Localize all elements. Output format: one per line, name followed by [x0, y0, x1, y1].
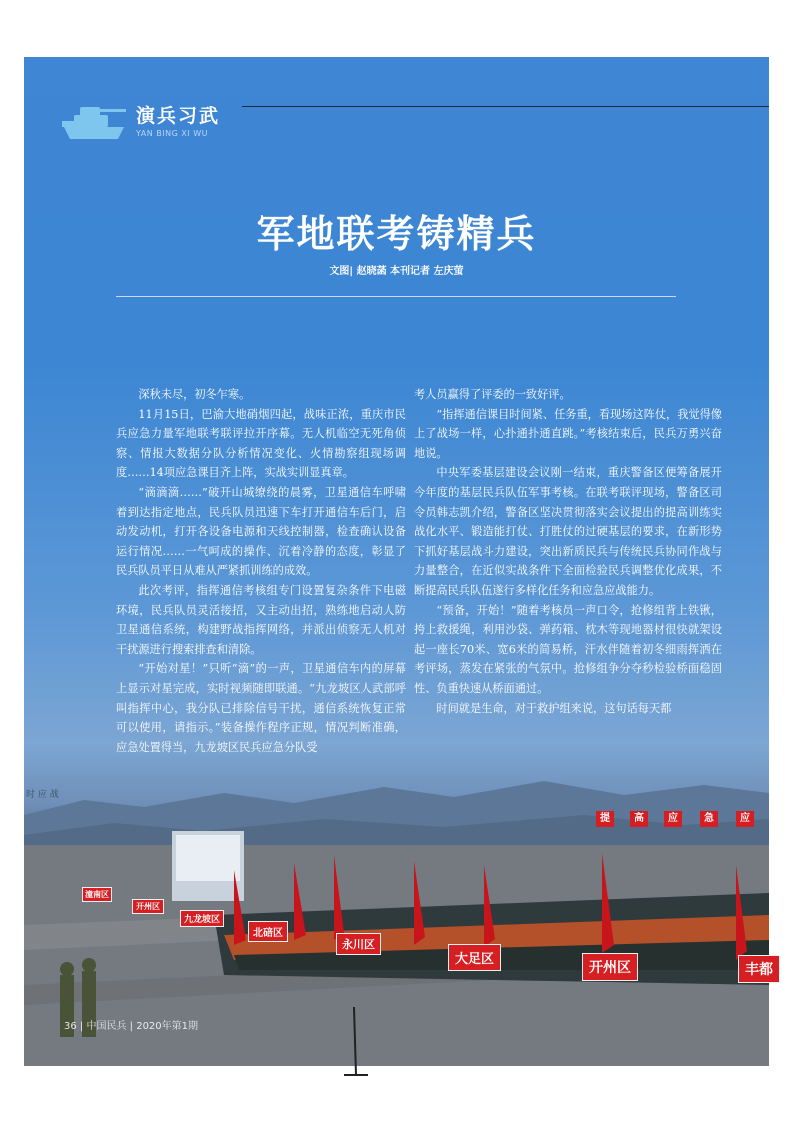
title-divider [116, 296, 676, 297]
magazine-name: 中国民兵 [86, 1021, 127, 1032]
district-sign: 开州区 [132, 899, 164, 914]
page-footer: 36 | 中国民兵 | 2020年第1期 [64, 1021, 199, 1032]
district-sign: 北碚区 [248, 921, 288, 942]
banner-character: 急 [700, 811, 718, 827]
body-column-left [116, 385, 406, 757]
tank-icon [58, 97, 130, 141]
article-byline: 文图| 赵晓菡 本刊记者 左庆萤 [329, 266, 464, 277]
article-title: 军地联考铸精兵 [256, 212, 537, 256]
paragraph: “预备，开始！”随着考核员一声口令，抢修组背上铁锹，挎上救援绳，利用沙袋、弹药箱、枕木等现地器材很快就架设起一座长70米、宽6米的简易桥，汗水伴随着初冬细雨挥洒在考评场，蒸发在紧张的气氛中。抢修组争分夺秒检验桥面稳固性、负重快速从桥面通过。 [414, 603, 722, 695]
banner-character: 提 [596, 811, 614, 827]
section-subtitle: YAN BING XI WU [136, 129, 208, 138]
district-sign: 开州区 [582, 953, 638, 981]
paragraph: “滴滴滴……”破开山城缭绕的晨雾，卫星通信车呼啸着到达指定地点，民兵队员迅速下车打开通信车后门，启动发动机，打开各设备电源和天线控制器，检查确认设备运行情况……一气呵成的操作、沉着冷静的态度，彰显了民兵队员平日从难从严紧抓训练的成效。 [116, 485, 406, 578]
banner-character: 应 [664, 811, 682, 827]
banner-character: 高 [630, 811, 648, 827]
district-sign: 九龙坡区 [180, 910, 224, 927]
section-title: 演兵习武 [136, 105, 221, 127]
banner-character: 应 [736, 811, 754, 827]
page-number: 36 [64, 1021, 77, 1032]
distant-sign: 时 应 战 [26, 790, 59, 800]
paragraph: 中央军委基层建设会议刚一结束，重庆警备区便筹备展开今年度的基层民兵队伍军事考核。在联考联评现场，警备区司令员韩志凯介绍，警备区坚决贯彻落实会议提出的提高训练实战化水平、锻造能打仗、打胜仗的过硬基层的要求，在新形势下抓好基层战斗力建设，突出新质民兵与传统民兵协同作战与力量整合，在近似实战条件下全面检验民兵调整优化成果，不断提高民兵队伍遂行多样化任务和应急应战能力。 [414, 466, 722, 597]
paragraph: “开始对星！”只听“滴”的一声，卫星通信车内的屏幕上显示对星完成，实时视频随即联通。“九龙坡区人武部呼叫指挥中心，我分队已排除信号干扰，通信系统恢复正常可以使用，请指示。”装备操作程序正规，情况判断准确，应急处置得当，九龙坡区民兵应急分队受 [116, 662, 406, 754]
paragraph: 11月15日，巴渝大地硝烟四起，战味正浓，重庆市民兵应急力量军地联考联评拉开序幕。无人机临空无死角侦察、情报大数据分队分析情况变化、火情勘察组现场调度……14项应急课目齐上阵，实战实训显真章。 [116, 407, 406, 480]
issue-label: 2020年第1期 [136, 1021, 199, 1032]
paragraph: 时间就是生命，对于救护组来说，这句话每天都 [436, 701, 672, 715]
body-column-right [414, 385, 722, 718]
paragraph: 深秋未尽，初冬乍寒。 [138, 388, 251, 401]
paragraph: 考人员赢得了评委的一致好评。 [414, 388, 571, 401]
section-divider [242, 106, 769, 107]
paragraph: “指挥通信课目时间紧、任务重，看现场这阵仗，我觉得像上了战场一样，心扑通扑通直跳。”考核结束后，民兵万勇兴奋地说。 [414, 407, 722, 460]
district-sign: 永川区 [336, 933, 381, 955]
magazine-page [24, 57, 773, 1066]
district-sign: 丰都 [738, 955, 780, 983]
paragraph: 此次考评，指挥通信考核组专门设置复杂条件下电磁环境，民兵队员灵活接招，又主动出招，熟练地启动人防卫星通信系统，构建野战指挥网络，并派出侦察无人机对干扰源进行搜索排查和清除。 [116, 583, 406, 656]
district-sign: 潼南区 [82, 887, 112, 902]
district-sign: 大足区 [448, 944, 501, 971]
